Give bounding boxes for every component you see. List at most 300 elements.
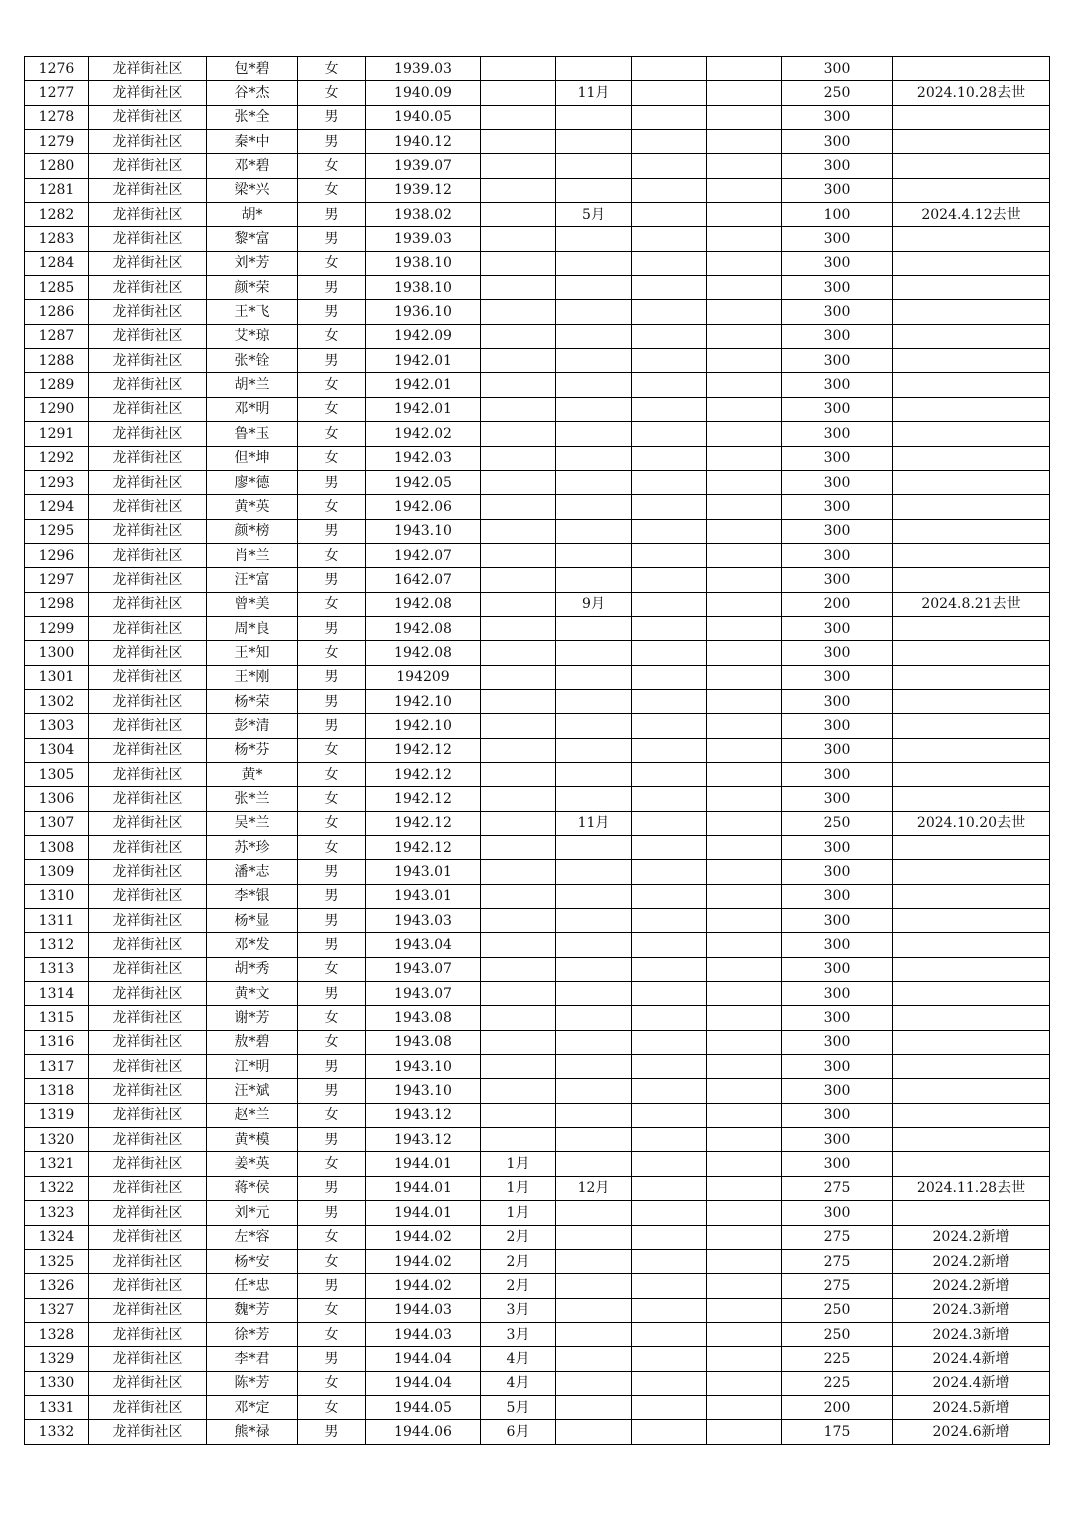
cell-name: 黎*富 bbox=[207, 227, 298, 251]
cell-col-8 bbox=[632, 1201, 707, 1225]
table-row bbox=[25, 592, 1050, 616]
cell-gender: 女 bbox=[298, 154, 366, 178]
cell-birth-date: 1939.03 bbox=[366, 57, 481, 81]
cell-community: 龙祥街社区 bbox=[89, 178, 207, 202]
cell-serial-number: 1287 bbox=[25, 324, 89, 348]
cell-end-month bbox=[556, 568, 632, 592]
cell-community: 龙祥街社区 bbox=[89, 1055, 207, 1079]
cell-gender: 女 bbox=[298, 836, 366, 860]
cell-serial-number: 1323 bbox=[25, 1201, 89, 1225]
cell-name: 姜*英 bbox=[207, 1152, 298, 1176]
cell-community: 龙祥街社区 bbox=[89, 519, 207, 543]
cell-col-8 bbox=[632, 203, 707, 227]
cell-community: 龙祥街社区 bbox=[89, 1420, 207, 1444]
table-row bbox=[25, 1152, 1050, 1176]
cell-end-month bbox=[556, 1420, 632, 1444]
cell-col-8 bbox=[632, 81, 707, 105]
cell-end-month bbox=[556, 519, 632, 543]
cell-col-9 bbox=[707, 641, 782, 665]
cell-col-9 bbox=[707, 1030, 782, 1054]
cell-name: 任*忠 bbox=[207, 1274, 298, 1298]
cell-col-9 bbox=[707, 982, 782, 1006]
cell-col-9 bbox=[707, 1420, 782, 1444]
cell-start-month bbox=[481, 714, 556, 738]
table-row bbox=[25, 811, 1050, 835]
cell-community: 龙祥街社区 bbox=[89, 1006, 207, 1030]
cell-start-month: 3月 bbox=[481, 1298, 556, 1322]
cell-col-8 bbox=[632, 397, 707, 421]
cell-name: 张*兰 bbox=[207, 787, 298, 811]
table-row bbox=[25, 738, 1050, 762]
cell-remark bbox=[893, 57, 1050, 81]
cell-col-9 bbox=[707, 762, 782, 786]
cell-name: 熊*禄 bbox=[207, 1420, 298, 1444]
cell-start-month: 2月 bbox=[481, 1274, 556, 1298]
cell-serial-number: 1309 bbox=[25, 860, 89, 884]
cell-start-month: 6月 bbox=[481, 1420, 556, 1444]
cell-start-month bbox=[481, 568, 556, 592]
cell-end-month bbox=[556, 397, 632, 421]
cell-start-month: 4月 bbox=[481, 1371, 556, 1395]
cell-name: 邓*碧 bbox=[207, 154, 298, 178]
cell-amount: 300 bbox=[782, 1103, 893, 1127]
cell-name: 刘*元 bbox=[207, 1201, 298, 1225]
cell-amount: 300 bbox=[782, 1006, 893, 1030]
cell-end-month bbox=[556, 227, 632, 251]
cell-birth-date: 194209 bbox=[366, 665, 481, 689]
cell-gender: 男 bbox=[298, 203, 366, 227]
cell-col-9 bbox=[707, 665, 782, 689]
cell-end-month bbox=[556, 714, 632, 738]
cell-name: 邓*发 bbox=[207, 933, 298, 957]
cell-serial-number: 1303 bbox=[25, 714, 89, 738]
cell-gender: 男 bbox=[298, 909, 366, 933]
cell-col-8 bbox=[632, 811, 707, 835]
cell-start-month bbox=[481, 836, 556, 860]
cell-start-month bbox=[481, 470, 556, 494]
cell-start-month bbox=[481, 154, 556, 178]
cell-birth-date: 1942.01 bbox=[366, 349, 481, 373]
cell-gender: 女 bbox=[298, 1152, 366, 1176]
cell-serial-number: 1284 bbox=[25, 251, 89, 275]
cell-remark bbox=[893, 982, 1050, 1006]
cell-amount: 300 bbox=[782, 665, 893, 689]
cell-name: 苏*珍 bbox=[207, 836, 298, 860]
cell-end-month bbox=[556, 1347, 632, 1371]
cell-serial-number: 1292 bbox=[25, 446, 89, 470]
cell-name: 黄*模 bbox=[207, 1128, 298, 1152]
cell-birth-date: 1943.07 bbox=[366, 957, 481, 981]
cell-community: 龙祥街社区 bbox=[89, 446, 207, 470]
cell-gender: 男 bbox=[298, 665, 366, 689]
cell-end-month: 9月 bbox=[556, 592, 632, 616]
table-row bbox=[25, 1274, 1050, 1298]
cell-end-month bbox=[556, 422, 632, 446]
cell-remark: 2024.5新增 bbox=[893, 1395, 1050, 1419]
cell-community: 龙祥街社区 bbox=[89, 787, 207, 811]
cell-start-month bbox=[481, 860, 556, 884]
cell-serial-number: 1280 bbox=[25, 154, 89, 178]
cell-amount: 300 bbox=[782, 1152, 893, 1176]
cell-remark bbox=[893, 1079, 1050, 1103]
cell-amount: 300 bbox=[782, 57, 893, 81]
cell-start-month bbox=[481, 203, 556, 227]
cell-gender: 女 bbox=[298, 57, 366, 81]
cell-remark bbox=[893, 616, 1050, 640]
cell-start-month: 2月 bbox=[481, 1249, 556, 1273]
cell-amount: 300 bbox=[782, 616, 893, 640]
cell-end-month bbox=[556, 324, 632, 348]
cell-community: 龙祥街社区 bbox=[89, 1249, 207, 1273]
cell-community: 龙祥街社区 bbox=[89, 543, 207, 567]
cell-name: 梁*兴 bbox=[207, 178, 298, 202]
cell-end-month bbox=[556, 446, 632, 470]
cell-col-9 bbox=[707, 1176, 782, 1200]
cell-birth-date: 1942.01 bbox=[366, 397, 481, 421]
cell-end-month: 5月 bbox=[556, 203, 632, 227]
cell-remark: 2024.3新增 bbox=[893, 1298, 1050, 1322]
cell-col-9 bbox=[707, 714, 782, 738]
cell-gender: 女 bbox=[298, 422, 366, 446]
cell-community: 龙祥街社区 bbox=[89, 373, 207, 397]
cell-col-9 bbox=[707, 1006, 782, 1030]
cell-col-8 bbox=[632, 422, 707, 446]
cell-gender: 男 bbox=[298, 860, 366, 884]
cell-col-8 bbox=[632, 1006, 707, 1030]
cell-name: 左*容 bbox=[207, 1225, 298, 1249]
cell-col-8 bbox=[632, 714, 707, 738]
cell-col-9 bbox=[707, 1322, 782, 1346]
cell-serial-number: 1329 bbox=[25, 1347, 89, 1371]
cell-serial-number: 1276 bbox=[25, 57, 89, 81]
cell-end-month bbox=[556, 884, 632, 908]
cell-community: 龙祥街社区 bbox=[89, 1225, 207, 1249]
cell-name: 彭*清 bbox=[207, 714, 298, 738]
table-row bbox=[25, 422, 1050, 446]
cell-col-9 bbox=[707, 787, 782, 811]
cell-gender: 男 bbox=[298, 276, 366, 300]
cell-serial-number: 1278 bbox=[25, 105, 89, 129]
cell-amount: 300 bbox=[782, 1055, 893, 1079]
cell-gender: 女 bbox=[298, 1249, 366, 1273]
cell-col-8 bbox=[632, 787, 707, 811]
table-row bbox=[25, 446, 1050, 470]
cell-community: 龙祥街社区 bbox=[89, 689, 207, 713]
cell-birth-date: 1943.10 bbox=[366, 1055, 481, 1079]
cell-gender: 男 bbox=[298, 519, 366, 543]
cell-serial-number: 1288 bbox=[25, 349, 89, 373]
cell-name: 吴*兰 bbox=[207, 811, 298, 835]
cell-amount: 300 bbox=[782, 251, 893, 275]
cell-col-9 bbox=[707, 227, 782, 251]
cell-remark bbox=[893, 397, 1050, 421]
cell-col-9 bbox=[707, 1079, 782, 1103]
cell-end-month bbox=[556, 276, 632, 300]
cell-gender: 女 bbox=[298, 373, 366, 397]
cell-birth-date: 1942.02 bbox=[366, 422, 481, 446]
cell-serial-number: 1283 bbox=[25, 227, 89, 251]
cell-col-9 bbox=[707, 689, 782, 713]
cell-end-month bbox=[556, 689, 632, 713]
cell-community: 龙祥街社区 bbox=[89, 738, 207, 762]
table-row bbox=[25, 1055, 1050, 1079]
cell-name: 徐*芳 bbox=[207, 1322, 298, 1346]
cell-col-9 bbox=[707, 373, 782, 397]
cell-end-month bbox=[556, 1395, 632, 1419]
cell-end-month bbox=[556, 251, 632, 275]
cell-amount: 175 bbox=[782, 1420, 893, 1444]
cell-col-8 bbox=[632, 616, 707, 640]
cell-col-9 bbox=[707, 324, 782, 348]
cell-gender: 男 bbox=[298, 1201, 366, 1225]
cell-remark: 2024.2新增 bbox=[893, 1274, 1050, 1298]
cell-gender: 女 bbox=[298, 1371, 366, 1395]
table-row bbox=[25, 397, 1050, 421]
cell-col-8 bbox=[632, 324, 707, 348]
cell-name: 鲁*玉 bbox=[207, 422, 298, 446]
cell-community: 龙祥街社区 bbox=[89, 1347, 207, 1371]
table-row bbox=[25, 957, 1050, 981]
table-row bbox=[25, 227, 1050, 251]
cell-gender: 男 bbox=[298, 1055, 366, 1079]
cell-community: 龙祥街社区 bbox=[89, 470, 207, 494]
cell-remark bbox=[893, 373, 1050, 397]
cell-serial-number: 1293 bbox=[25, 470, 89, 494]
cell-start-month bbox=[481, 373, 556, 397]
cell-amount: 300 bbox=[782, 519, 893, 543]
table-row bbox=[25, 1006, 1050, 1030]
cell-birth-date: 1942.12 bbox=[366, 811, 481, 835]
cell-end-month bbox=[556, 57, 632, 81]
cell-start-month bbox=[481, 349, 556, 373]
cell-birth-date: 1944.02 bbox=[366, 1249, 481, 1273]
cell-amount: 300 bbox=[782, 154, 893, 178]
table-row bbox=[25, 860, 1050, 884]
table-row bbox=[25, 909, 1050, 933]
cell-amount: 300 bbox=[782, 300, 893, 324]
cell-serial-number: 1324 bbox=[25, 1225, 89, 1249]
cell-col-9 bbox=[707, 57, 782, 81]
cell-name: 胡*兰 bbox=[207, 373, 298, 397]
cell-col-8 bbox=[632, 1322, 707, 1346]
cell-remark bbox=[893, 787, 1050, 811]
cell-birth-date: 1942.07 bbox=[366, 543, 481, 567]
cell-col-8 bbox=[632, 592, 707, 616]
cell-serial-number: 1290 bbox=[25, 397, 89, 421]
cell-name: 李*君 bbox=[207, 1347, 298, 1371]
table-row bbox=[25, 1249, 1050, 1273]
cell-birth-date: 1939.03 bbox=[366, 227, 481, 251]
cell-amount: 250 bbox=[782, 811, 893, 835]
cell-remark bbox=[893, 909, 1050, 933]
cell-birth-date: 1938.02 bbox=[366, 203, 481, 227]
cell-amount: 250 bbox=[782, 1322, 893, 1346]
cell-serial-number: 1322 bbox=[25, 1176, 89, 1200]
cell-birth-date: 1642.07 bbox=[366, 568, 481, 592]
cell-name: 张*铨 bbox=[207, 349, 298, 373]
cell-serial-number: 1315 bbox=[25, 1006, 89, 1030]
cell-remark bbox=[893, 324, 1050, 348]
cell-amount: 200 bbox=[782, 1395, 893, 1419]
cell-community: 龙祥街社区 bbox=[89, 1176, 207, 1200]
cell-remark bbox=[893, 349, 1050, 373]
cell-start-month bbox=[481, 1055, 556, 1079]
cell-name: 杨*荣 bbox=[207, 689, 298, 713]
table-row bbox=[25, 105, 1050, 129]
cell-col-8 bbox=[632, 641, 707, 665]
cell-community: 龙祥街社区 bbox=[89, 154, 207, 178]
cell-remark bbox=[893, 130, 1050, 154]
cell-birth-date: 1943.01 bbox=[366, 860, 481, 884]
cell-serial-number: 1296 bbox=[25, 543, 89, 567]
cell-gender: 男 bbox=[298, 300, 366, 324]
table-row bbox=[25, 324, 1050, 348]
table-row bbox=[25, 1420, 1050, 1444]
cell-remark bbox=[893, 1152, 1050, 1176]
cell-amount: 300 bbox=[782, 568, 893, 592]
cell-name: 赵*兰 bbox=[207, 1103, 298, 1127]
table-row bbox=[25, 641, 1050, 665]
cell-birth-date: 1944.02 bbox=[366, 1225, 481, 1249]
table-row bbox=[25, 495, 1050, 519]
cell-community: 龙祥街社区 bbox=[89, 1322, 207, 1346]
cell-col-9 bbox=[707, 154, 782, 178]
table-row bbox=[25, 470, 1050, 494]
cell-serial-number: 1313 bbox=[25, 957, 89, 981]
cell-remark bbox=[893, 300, 1050, 324]
cell-gender: 男 bbox=[298, 349, 366, 373]
cell-gender: 女 bbox=[298, 324, 366, 348]
cell-col-9 bbox=[707, 1347, 782, 1371]
cell-start-month bbox=[481, 276, 556, 300]
cell-name: 魏*芳 bbox=[207, 1298, 298, 1322]
cell-start-month bbox=[481, 957, 556, 981]
cell-gender: 男 bbox=[298, 714, 366, 738]
cell-col-8 bbox=[632, 933, 707, 957]
cell-serial-number: 1317 bbox=[25, 1055, 89, 1079]
cell-birth-date: 1942.08 bbox=[366, 641, 481, 665]
cell-col-8 bbox=[632, 130, 707, 154]
cell-start-month bbox=[481, 251, 556, 275]
table-row bbox=[25, 276, 1050, 300]
cell-serial-number: 1310 bbox=[25, 884, 89, 908]
cell-remark bbox=[893, 884, 1050, 908]
table-row bbox=[25, 836, 1050, 860]
cell-community: 龙祥街社区 bbox=[89, 836, 207, 860]
cell-community: 龙祥街社区 bbox=[89, 957, 207, 981]
cell-birth-date: 1942.05 bbox=[366, 470, 481, 494]
cell-community: 龙祥街社区 bbox=[89, 641, 207, 665]
cell-col-9 bbox=[707, 422, 782, 446]
cell-community: 龙祥街社区 bbox=[89, 105, 207, 129]
cell-remark bbox=[893, 665, 1050, 689]
cell-col-8 bbox=[632, 178, 707, 202]
cell-gender: 男 bbox=[298, 1128, 366, 1152]
cell-start-month bbox=[481, 324, 556, 348]
cell-start-month bbox=[481, 762, 556, 786]
cell-start-month bbox=[481, 1030, 556, 1054]
cell-start-month bbox=[481, 689, 556, 713]
cell-amount: 300 bbox=[782, 227, 893, 251]
cell-end-month: 12月 bbox=[556, 1176, 632, 1200]
cell-birth-date: 1944.06 bbox=[366, 1420, 481, 1444]
cell-amount: 300 bbox=[782, 860, 893, 884]
cell-serial-number: 1307 bbox=[25, 811, 89, 835]
cell-community: 龙祥街社区 bbox=[89, 251, 207, 275]
cell-community: 龙祥街社区 bbox=[89, 1274, 207, 1298]
table-body bbox=[25, 57, 1050, 1445]
cell-remark: 2024.10.28去世 bbox=[893, 81, 1050, 105]
cell-name: 杨*显 bbox=[207, 909, 298, 933]
cell-birth-date: 1940.05 bbox=[366, 105, 481, 129]
records-table bbox=[24, 56, 1050, 1445]
cell-amount: 275 bbox=[782, 1225, 893, 1249]
cell-col-8 bbox=[632, 689, 707, 713]
cell-end-month bbox=[556, 982, 632, 1006]
cell-community: 龙祥街社区 bbox=[89, 227, 207, 251]
cell-gender: 男 bbox=[298, 227, 366, 251]
cell-col-9 bbox=[707, 909, 782, 933]
cell-community: 龙祥街社区 bbox=[89, 276, 207, 300]
cell-end-month bbox=[556, 154, 632, 178]
cell-birth-date: 1944.01 bbox=[366, 1201, 481, 1225]
cell-col-9 bbox=[707, 203, 782, 227]
cell-col-9 bbox=[707, 1225, 782, 1249]
cell-col-9 bbox=[707, 105, 782, 129]
cell-serial-number: 1285 bbox=[25, 276, 89, 300]
cell-serial-number: 1330 bbox=[25, 1371, 89, 1395]
cell-community: 龙祥街社区 bbox=[89, 300, 207, 324]
cell-serial-number: 1332 bbox=[25, 1420, 89, 1444]
cell-col-9 bbox=[707, 300, 782, 324]
cell-amount: 275 bbox=[782, 1176, 893, 1200]
cell-col-8 bbox=[632, 1347, 707, 1371]
cell-name: 谢*芳 bbox=[207, 1006, 298, 1030]
cell-remark bbox=[893, 251, 1050, 275]
cell-name: 王*飞 bbox=[207, 300, 298, 324]
cell-col-8 bbox=[632, 1152, 707, 1176]
cell-name: 黄*英 bbox=[207, 495, 298, 519]
cell-name: 王*知 bbox=[207, 641, 298, 665]
cell-gender: 男 bbox=[298, 616, 366, 640]
cell-birth-date: 1942.10 bbox=[366, 714, 481, 738]
cell-birth-date: 1943.04 bbox=[366, 933, 481, 957]
cell-amount: 275 bbox=[782, 1249, 893, 1273]
cell-community: 龙祥街社区 bbox=[89, 665, 207, 689]
cell-remark bbox=[893, 446, 1050, 470]
cell-remark bbox=[893, 1201, 1050, 1225]
cell-serial-number: 1328 bbox=[25, 1322, 89, 1346]
cell-birth-date: 1942.06 bbox=[366, 495, 481, 519]
cell-col-8 bbox=[632, 349, 707, 373]
cell-amount: 300 bbox=[782, 1201, 893, 1225]
cell-name: 秦*中 bbox=[207, 130, 298, 154]
cell-amount: 100 bbox=[782, 203, 893, 227]
cell-serial-number: 1300 bbox=[25, 641, 89, 665]
cell-community: 龙祥街社区 bbox=[89, 933, 207, 957]
cell-amount: 300 bbox=[782, 982, 893, 1006]
cell-name: 汪*斌 bbox=[207, 1079, 298, 1103]
cell-start-month bbox=[481, 227, 556, 251]
cell-community: 龙祥街社区 bbox=[89, 1201, 207, 1225]
cell-col-9 bbox=[707, 130, 782, 154]
cell-serial-number: 1301 bbox=[25, 665, 89, 689]
table-row bbox=[25, 762, 1050, 786]
cell-col-9 bbox=[707, 884, 782, 908]
cell-start-month bbox=[481, 1103, 556, 1127]
cell-serial-number: 1308 bbox=[25, 836, 89, 860]
table-row bbox=[25, 665, 1050, 689]
